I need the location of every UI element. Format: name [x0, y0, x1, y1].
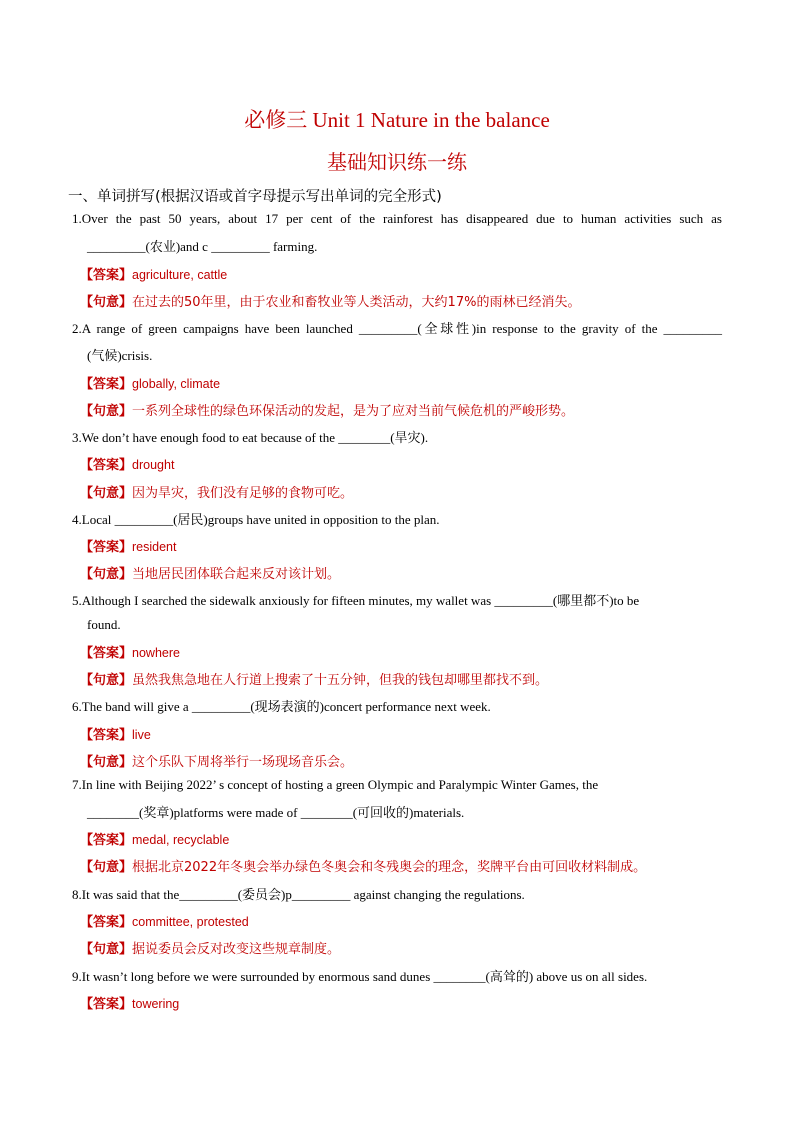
meaning-tag: 【句意】	[80, 860, 133, 875]
meaning-tag: 【句意】	[80, 673, 133, 688]
meaning-text: 因为旱灾，我们没有足够的食物可吃。	[132, 486, 354, 501]
meaning-8	[80, 938, 340, 957]
meaning-tag: 【句意】	[80, 755, 133, 770]
answer-tag: 【答案】	[80, 646, 133, 661]
answer-5	[80, 642, 180, 661]
answer-text: globally, climate	[132, 377, 221, 391]
meaning-tag: 【句意】	[80, 295, 133, 310]
answer-tag: 【答案】	[80, 728, 133, 743]
answer-3	[80, 454, 174, 473]
question-1-line-2: _________(农业)and c _________ farming.	[87, 239, 318, 254]
question-6-line-1: 6.The band will give a _________(现场表演的)concert performance next week.	[72, 699, 491, 714]
answer-7	[80, 829, 229, 848]
answer-4	[80, 536, 177, 555]
answer-tag: 【答案】	[80, 997, 133, 1012]
question-3-line-1: 3.We don’t have enough food to eat because of the ________(旱灾).	[72, 430, 429, 445]
answer-6	[80, 724, 151, 743]
page-title: 必修三 Unit 1 Nature in the balance	[244, 108, 550, 132]
answer-text: towering	[132, 997, 180, 1011]
answer-text: committee, protested	[132, 915, 249, 929]
question-2-line-2: (气候)crisis.	[87, 348, 153, 363]
meaning-4	[80, 563, 340, 582]
answer-text: resident	[132, 540, 177, 554]
section-heading: 一、单词拼写(根据汉语或首字母提示写出单词的完全形式)	[68, 189, 442, 205]
question-2-line-1: 2.A range of green campaigns have been launched _________(全球性)in response to the gravity of the _________	[72, 321, 722, 336]
answer-9	[80, 993, 179, 1012]
question-7-line-1: 7.In line with Beijing 2022’ s concept of hosting a green Olympic and Paralympic Winter Games, the	[72, 777, 599, 792]
answer-1	[80, 264, 227, 283]
meaning-tag: 【句意】	[80, 567, 133, 582]
question-7-line-2: ________(奖章)platforms were made of ________(可回收的)materials.	[87, 805, 465, 820]
answer-2	[80, 373, 220, 392]
question-5-line-2: found.	[87, 617, 121, 632]
meaning-text: 一系列全球性的绿色环保活动的发起，是为了应对当前气候危机的严峻形势。	[132, 404, 575, 419]
meaning-2	[80, 400, 574, 419]
page-subtitle: 基础知识练一练	[327, 150, 467, 174]
answer-text: agriculture, cattle	[132, 268, 228, 282]
answer-tag: 【答案】	[80, 915, 133, 930]
meaning-text: 根据北京2022年冬奥会举办绿色冬奥会和冬残奥会的理念，奖牌平台由可回收材料制成。	[132, 860, 647, 875]
answer-tag: 【答案】	[80, 377, 133, 392]
question-5-line-1: 5.Although I searched the sidewalk anxiously for fifteen minutes, my wallet was _________(哪里都不)to be	[72, 593, 640, 608]
question-8-line-1: 8.It was said that the_________(委员会)p_________ against changing the regulations.	[72, 887, 525, 902]
meaning-text: 虽然我焦急地在人行道上搜索了十五分钟，但我的钱包却哪里都找不到。	[132, 673, 549, 688]
answer-tag: 【答案】	[80, 833, 133, 848]
meaning-text: 据说委员会反对改变这些规章制度。	[132, 942, 341, 957]
meaning-5	[80, 669, 548, 688]
answer-tag: 【答案】	[80, 540, 133, 555]
meaning-1	[80, 291, 580, 310]
answer-text: medal, recyclable	[132, 833, 230, 847]
meaning-tag: 【句意】	[80, 486, 133, 501]
meaning-7	[80, 856, 646, 875]
answer-text: nowhere	[132, 646, 180, 660]
meaning-text: 在过去的50年里，由于农业和畜牧业等人类活动，大约17%的雨林已经消失。	[132, 295, 581, 310]
meaning-6	[80, 751, 353, 770]
meaning-3	[80, 482, 353, 501]
question-1-line-1: 1.Over the past 50 years, about 17 per cent of the rainforest has disappeared due to human activities such as	[72, 211, 722, 226]
meaning-text: 这个乐队下周将举行一场现场音乐会。	[132, 755, 354, 770]
answer-text: drought	[132, 458, 175, 472]
meaning-tag: 【句意】	[80, 942, 133, 957]
answer-text: live	[132, 728, 151, 742]
answer-8	[80, 911, 249, 930]
meaning-tag: 【句意】	[80, 404, 133, 419]
answer-tag: 【答案】	[80, 458, 133, 473]
meaning-text: 当地居民团体联合起来反对该计划。	[132, 567, 341, 582]
question-9-line-1: 9.It wasn’t long before we were surrounded by enormous sand dunes ________(高耸的) above us on all sides.	[72, 969, 648, 984]
question-4-line-1: 4.Local _________(居民)groups have united in opposition to the plan.	[72, 512, 440, 527]
answer-tag: 【答案】	[80, 268, 133, 283]
